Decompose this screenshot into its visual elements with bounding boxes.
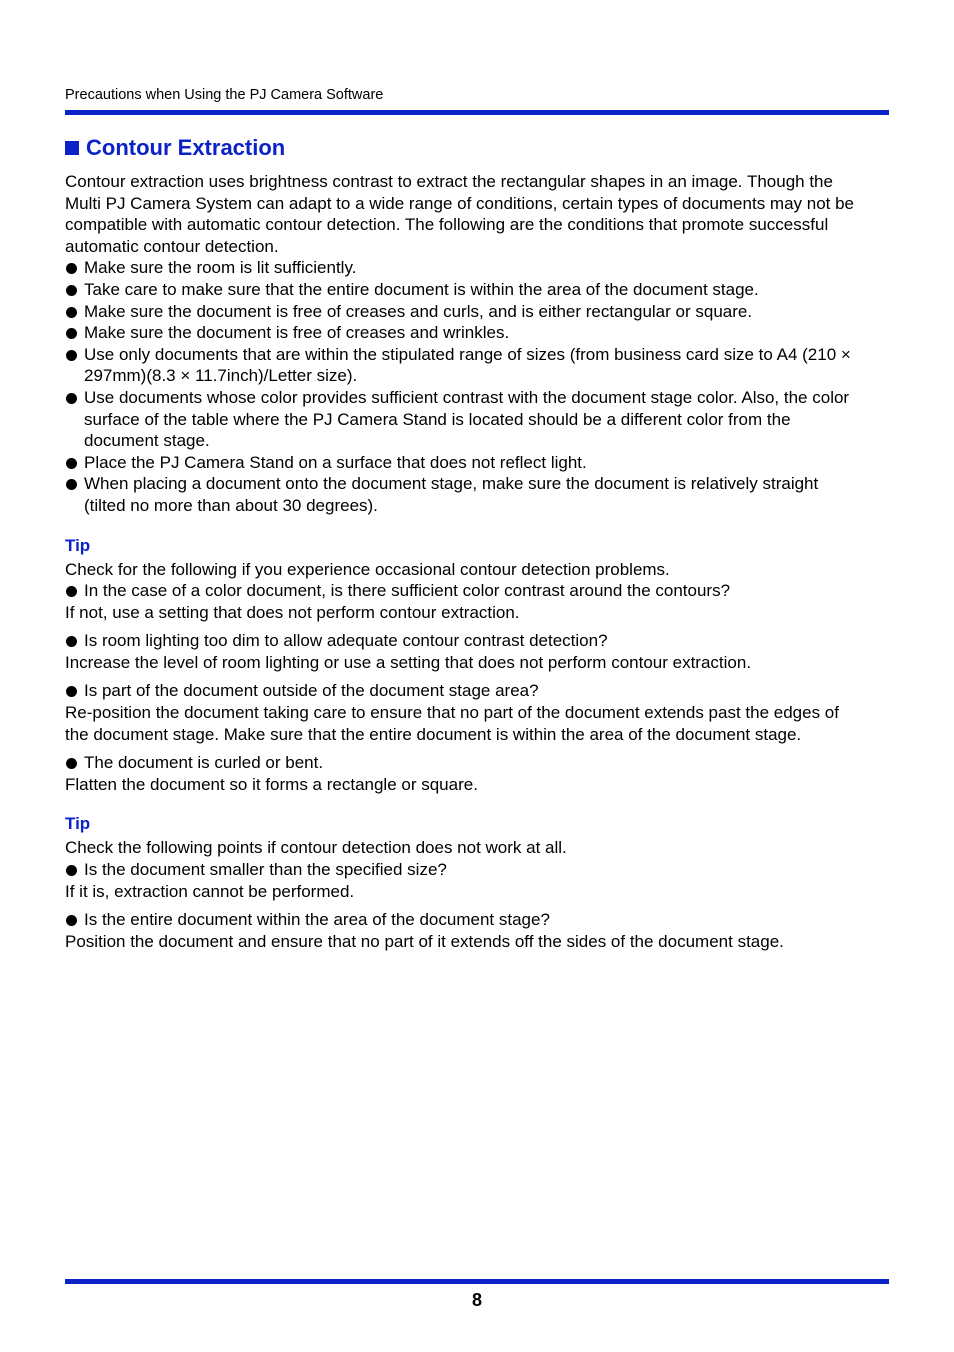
bullet-icon (66, 350, 77, 361)
list-item: Make sure the document is free of creases and wrinkles. (65, 322, 860, 344)
tip-question: Is room lighting too dim to allow adequate contour contrast detection? (65, 630, 860, 652)
bullet-icon (66, 263, 77, 274)
list-item: Make sure the document is free of creases and curls, and is either rectangular or square. (65, 301, 860, 323)
bullet-icon (66, 586, 77, 597)
conditions-list (65, 257, 860, 516)
list-item: Take care to make sure that the entire document is within the area of the document stage. (65, 279, 860, 301)
bullet-icon (66, 758, 77, 769)
page-header: Precautions when Using the PJ Camera Software (65, 87, 384, 103)
section-title-text: Contour Extraction (86, 135, 286, 160)
bullet-icon (66, 285, 77, 296)
tip-item (65, 630, 860, 673)
tip-item (65, 680, 860, 745)
tip-item (65, 752, 860, 795)
tip-answer: Increase the level of room lighting or use a setting that does not perform contour extraction. (65, 652, 752, 672)
square-bullet-icon (65, 141, 79, 155)
tip-question: Is the document smaller than the specified size? (65, 859, 860, 881)
list-item: Make sure the room is lit sufficiently. (65, 257, 860, 279)
tip-item (65, 859, 860, 902)
tip-answer: Flatten the document so it forms a rectangle or square. (65, 774, 478, 794)
list-item: Place the PJ Camera Stand on a surface that does not reflect light. (65, 452, 860, 474)
tip-question: In the case of a color document, is there sufficient color contrast around the contours? (65, 580, 860, 602)
page-content (65, 134, 860, 952)
list-item: Use documents whose color provides sufficient contrast with the document stage color. Also, the color surface of the table where the PJ Camera Stand is located should be a different color from the document stage. (65, 387, 860, 452)
tip-answer: Re-position the document taking care to ensure that no part of the document extends past the edges of the document stage. Make sure that the entire document is within the area of the document stage. (65, 703, 839, 744)
bullet-icon (66, 915, 77, 926)
page-number: 8 (471, 1290, 482, 1310)
tip-block-occasional (65, 535, 860, 796)
tip-question: Is part of the document outside of the document stage area? (65, 680, 860, 702)
tip-item (65, 909, 860, 952)
list-item: Use only documents that are within the stipulated range of sizes (from business card size to A4 (210 × 297mm)(8.3 × 11.7inch)/Letter size). (65, 344, 860, 387)
section-title (65, 134, 860, 162)
tip-heading: Tip (65, 814, 91, 834)
bullet-icon (66, 307, 77, 318)
bullet-icon (66, 865, 77, 876)
tip-answer: If it is, extraction cannot be performed. (65, 881, 355, 901)
bullet-icon (66, 686, 77, 697)
tip-question: The document is curled or bent. (65, 752, 860, 774)
footer-rule (65, 1279, 889, 1284)
tip-question: Is the entire document within the area of the document stage? (65, 909, 860, 931)
tip-item (65, 580, 860, 623)
bullet-icon (66, 479, 77, 490)
bullet-icon (66, 393, 77, 404)
bullet-icon (66, 458, 77, 469)
tip-intro: Check for the following if you experience occasional contour detection problems. (65, 559, 670, 579)
header-rule (65, 110, 889, 115)
tip-block-not-working (65, 813, 860, 952)
tip-answer: If not, use a setting that does not perform contour extraction. (65, 602, 520, 622)
bullet-icon (66, 636, 77, 647)
tip-heading: Tip (65, 535, 91, 555)
bullet-icon (66, 328, 77, 339)
list-item: When placing a document onto the document stage, make sure the document is relatively straight (tilted no more than about 30 degrees). (65, 473, 860, 516)
tip-answer: Position the document and ensure that no part of it extends off the sides of the document stage. (65, 931, 784, 951)
tip-intro: Check the following points if contour detection does not work at all. (65, 838, 567, 858)
section-intro: Contour extraction uses brightness contrast to extract the rectangular shapes in an image. Though the Multi PJ Camera System can adapt to a wide range of conditions, certain types of documents may not be compatible with automatic contour detection. The following are the conditions that promote successful automatic contour detection. (65, 172, 855, 256)
